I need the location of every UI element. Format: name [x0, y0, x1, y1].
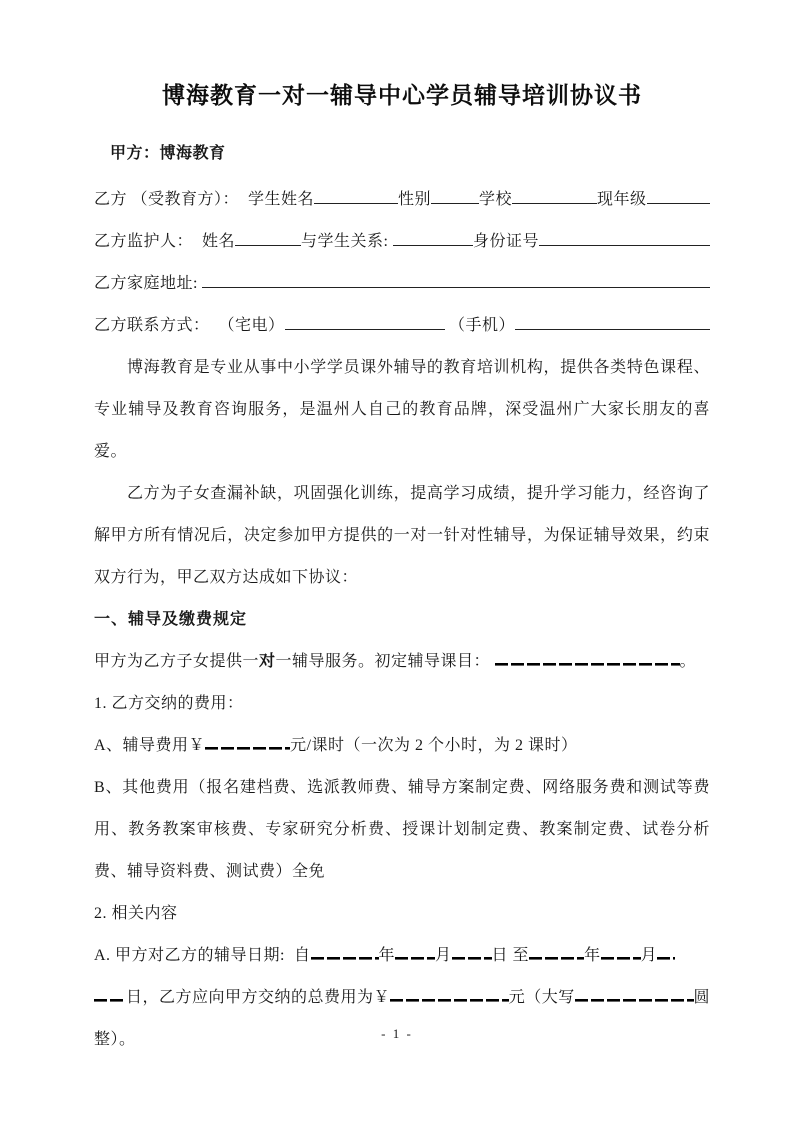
service-text-pre: 甲方为乙方子女提供一: [94, 653, 260, 670]
tutoring-dates-line3: 整）。: [94, 1031, 136, 1048]
subjects-blank: [495, 650, 680, 666]
gender-blank: [431, 187, 479, 204]
fees-item1-line: 1. 乙方交纳的费用：: [94, 695, 244, 712]
service-text-emphasis: 对: [259, 653, 276, 670]
start-month-blank: [395, 944, 435, 960]
relation-blank: [393, 229, 473, 246]
school-blank: [512, 187, 597, 204]
end-year-blank: [529, 944, 584, 960]
school-label: 学校: [479, 191, 513, 208]
fees-item2-line: 2. 相关内容: [94, 905, 178, 922]
section1-heading: 一、辅导及缴费规定: [94, 611, 248, 628]
end-day-blank-part1: [657, 944, 675, 960]
total-fee-blank: [390, 986, 509, 1002]
home-phone-blank: [285, 313, 445, 330]
fee-words-label: 元（大写: [508, 989, 575, 1006]
start-day-label: 日 至: [491, 947, 530, 964]
end-day-blank-part2: [94, 986, 126, 1002]
end-month-blank: [601, 944, 641, 960]
end-month-label: 月: [640, 947, 658, 964]
guardian-prefix: 乙方监护人： 姓名: [94, 233, 236, 250]
student-name-blank: [314, 187, 398, 204]
fee-a-pre: A、辅导费用￥: [94, 737, 206, 754]
gender-label: 性别: [398, 191, 432, 208]
address-blank: [202, 271, 710, 288]
fee-words-blank: [575, 986, 694, 1002]
page-number: - 1 -: [381, 1026, 413, 1041]
fee-b-paragraph: B、其他费用（报名建档费、选派教师费、辅导方案制定费、网络服务费和测试等费用、教务教案审核费、专家研究分析费、授课计划制定费、教案制定费、试卷分析费、辅导资料费、测试费）全免: [94, 779, 710, 880]
mobile-label: （手机）: [444, 317, 516, 334]
mobile-phone-blank: [515, 313, 710, 330]
start-month-label: 月: [435, 947, 452, 964]
contact-prefix: 乙方联系方式： （宅电）: [94, 317, 285, 334]
intro-purpose-paragraph: 乙方为子女查漏补缺，巩固强化训练，提高学习成绩，提升学习能力，经咨询了解甲方所有情况后，决定参加甲方提供的一对一针对性辅导，为保证辅导效果，约束双方行为，甲乙双方达成如下协议：: [94, 485, 710, 586]
fee-a-line: [94, 725, 710, 767]
document-body: [94, 179, 710, 1061]
grade-blank: [647, 187, 710, 204]
service-subjects-line: [94, 641, 710, 683]
id-number-label: 身份证号: [472, 233, 539, 250]
end-year-label: 年: [584, 947, 601, 964]
start-year-label: 年: [378, 947, 396, 964]
contact-line: [94, 305, 710, 347]
relation-label: 与学生关系:: [301, 233, 393, 250]
fee-words-end: 圆: [693, 989, 711, 1006]
start-day-blank: [452, 944, 492, 960]
tutoring-dates-line1: [94, 935, 710, 977]
start-year-blank: [311, 944, 379, 960]
document-title: 博海教育一对一辅导中心学员辅导培训协议书: [162, 82, 642, 108]
fee-a-post: 元/课时（一次为 2 个小时，为 2 课时）: [290, 737, 578, 754]
student-info-line: [94, 179, 710, 221]
dates-prefix: A. 甲方对乙方的辅导日期: 自: [94, 947, 311, 964]
service-text-post: 一辅导服务。初定辅导课目：: [275, 653, 495, 670]
guardian-line: [94, 221, 710, 263]
address-label: 乙方家庭地址:: [94, 275, 203, 292]
id-number-blank: [539, 229, 710, 246]
guardian-name-blank: [235, 229, 301, 246]
tutoring-dates-line2: [94, 977, 710, 1019]
total-fee-text: 日，乙方应向甲方交纳的总费用为￥: [126, 989, 391, 1006]
service-text-end: 。: [679, 653, 697, 670]
address-line: [94, 263, 710, 305]
grade-label: 现年级: [597, 191, 647, 208]
party-a-line: 甲方：博海教育: [110, 145, 226, 162]
fee-amount-blank: [205, 734, 290, 750]
intro-about-paragraph: 博海教育是专业从事中小学学员课外辅导的教育培训机构，提供各类特色课程、专业辅导及教育咨询服务，是温州人自己的教育品牌，深受温州广大家长朋友的喜爱。: [94, 359, 710, 460]
student-info-prefix: 乙方 （受教育方）： 学生姓名: [94, 191, 315, 208]
